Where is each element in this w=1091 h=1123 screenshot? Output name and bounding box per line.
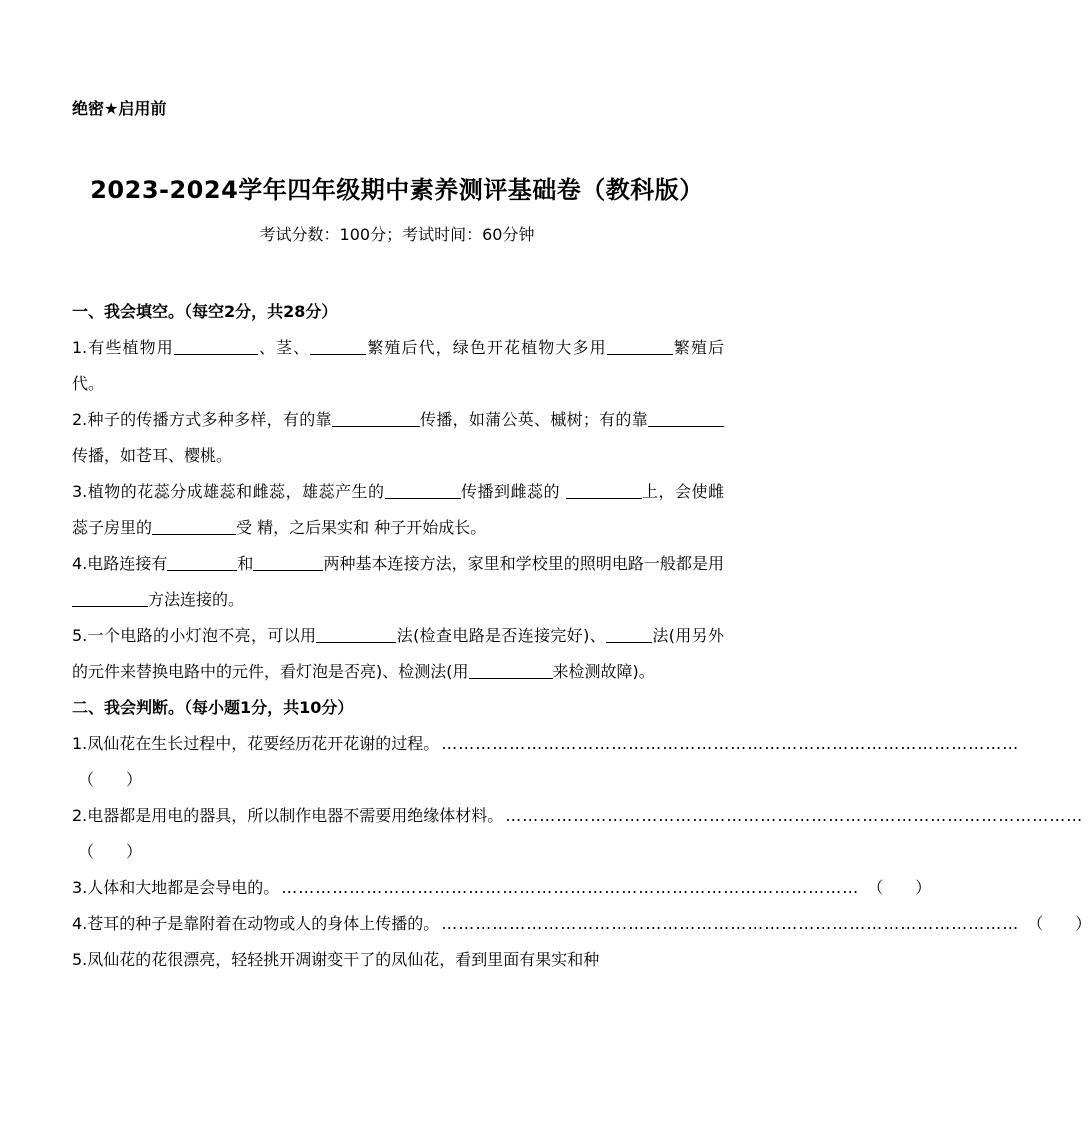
judge-item-5: 5.凤仙花的花很漂亮，轻轻挑开凋谢变干了的凤仙花，看到里面有果实和种 bbox=[72, 950, 600, 969]
section-2-heading: 二、我会判断。（每小题1分，共10分） bbox=[72, 698, 354, 717]
answer-parenthesis[interactable]: （ ） bbox=[78, 842, 143, 861]
answer-blank[interactable] bbox=[310, 336, 366, 355]
leader-dots: ………………………………………………………………………………………… bbox=[281, 878, 860, 897]
confidential-label: 绝密★启用前 bbox=[72, 99, 167, 118]
answer-blank[interactable] bbox=[174, 336, 258, 355]
exam-body bbox=[72, 294, 1091, 978]
question-1-5: 5.一个电路的小灯泡不亮，可以用 法(检查电路是否连接完好)、 法(用另外的元件来替换电路中的元件，看灯泡是否亮)、检测法(用 来检测故障)。 bbox=[72, 626, 724, 681]
judge-item-3: 3.人体和大地都是会导电的。 ………………………………………………………………………………………… （ ） bbox=[72, 870, 724, 906]
question-1-4: 4.电路连接有 和 两种基本连接方法，家里和学校里的照明电路一般都是用方法连接的。 bbox=[72, 554, 724, 609]
answer-parenthesis[interactable]: （ ） bbox=[78, 770, 143, 789]
answer-parenthesis[interactable]: （ ） bbox=[1027, 914, 1091, 933]
judge-item-1: 1.凤仙花在生长过程中，花要经历花开花谢的过程。 ………………………………………………………………………………………… （ ） bbox=[72, 726, 724, 798]
answer-blank[interactable] bbox=[385, 480, 461, 499]
question-1-1: 1.有些植物用 、茎、 繁殖后代，绿色开花植物大多用 繁殖后代。 bbox=[72, 338, 724, 393]
answer-blank[interactable] bbox=[253, 552, 323, 571]
page-title: 2023-2024学年四年级期中素养测评基础卷（教科版） bbox=[90, 176, 704, 204]
question-1-3: 3.植物的花蕊分成雄蕊和雌蕊，雄蕊产生的 传播到雌蕊的 上，会使雌蕊子房里的 受 精，之后果实和 种子开始成长。 bbox=[72, 482, 724, 537]
question-1-2: 2.种子的传播方式多种多样，有的靠 传播，如蒲公英、槭树；有的靠传播，如苍耳、樱桃。 bbox=[72, 402, 724, 474]
answer-blank[interactable] bbox=[607, 336, 673, 355]
answer-blank[interactable] bbox=[72, 588, 148, 607]
answer-blank[interactable] bbox=[606, 624, 652, 643]
answer-blank[interactable] bbox=[566, 480, 642, 499]
exam-info: 考试分数：100分；考试时间：60分钟 bbox=[259, 225, 535, 244]
judge-item-2: 2.电器都是用电的器具，所以制作电器不需要用绝缘体材料。 ………………………………………………………………………………………… （ ） bbox=[72, 798, 724, 870]
answer-blank[interactable] bbox=[167, 552, 237, 571]
answer-blank[interactable] bbox=[469, 660, 553, 679]
section-1-heading: 一、我会填空。（每空2分，共28分） bbox=[72, 302, 338, 321]
answer-parenthesis[interactable]: （ ） bbox=[867, 878, 932, 897]
leader-dots: ………………………………………………………………………………………… bbox=[441, 734, 1020, 753]
answer-blank[interactable] bbox=[332, 408, 420, 427]
answer-blank[interactable] bbox=[648, 408, 724, 427]
judge-item-4: 4.苍耳的种子是靠附着在动物或人的身体上传播的。 ………………………………………………………………………………………… （ ） bbox=[72, 906, 724, 942]
answer-blank[interactable] bbox=[316, 624, 396, 643]
leader-dots: ………………………………………………………………………………………… bbox=[505, 806, 1084, 825]
leader-dots: ………………………………………………………………………………………… bbox=[441, 914, 1020, 933]
answer-blank[interactable] bbox=[152, 516, 236, 535]
